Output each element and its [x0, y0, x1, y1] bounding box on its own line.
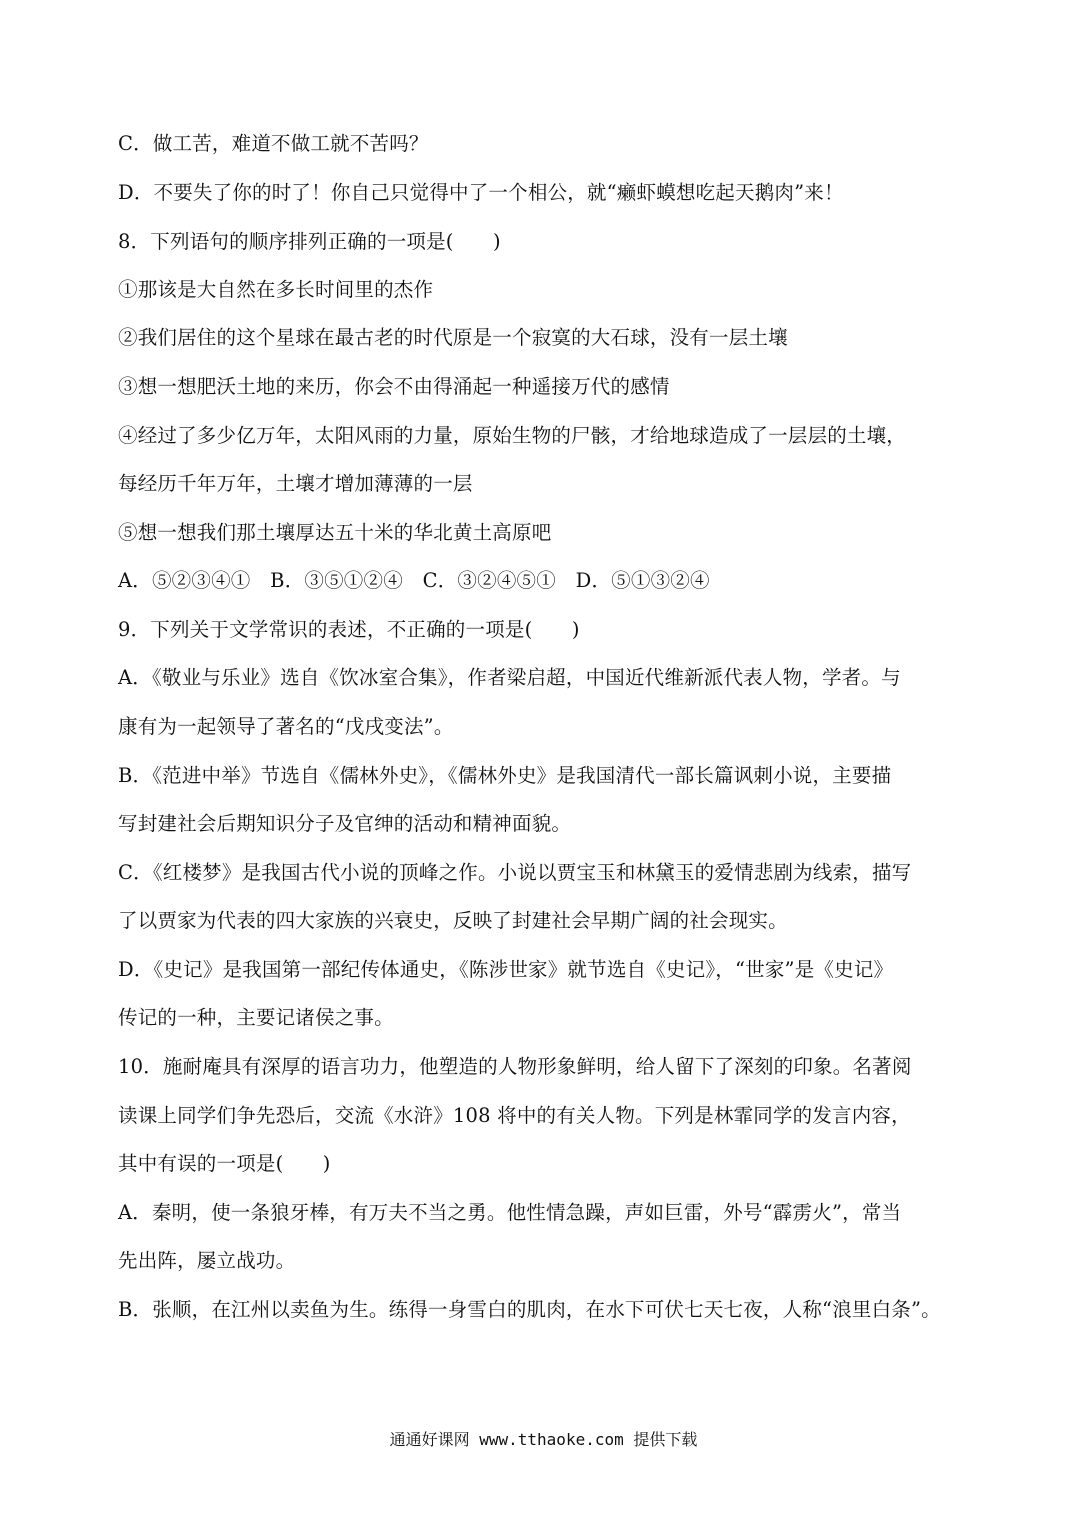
sentence-2: ②我们居住的这个星球在最古老的时代原是一个寂寞的大石球，没有一层土壤 — [118, 326, 788, 349]
sentence-4-cont: 每经历千年万年，土壤才增加薄薄的一层 — [118, 472, 473, 495]
option-b-q9: B．《范进中举》节选自《儒林外史》，《儒林外史》是我国清代一部长篇讽刺小说，主要描 — [118, 764, 892, 787]
question-9: 9．下列关于文学常识的表述，不正确的一项是( ) — [118, 618, 580, 641]
options-q8: A．⑤②③④① B．③⑤①②④ C．③②④⑤① D．⑤①③②④ — [118, 569, 710, 592]
option-a-q10-cont: 先出阵，屡立战功。 — [118, 1249, 296, 1272]
sentence-1: ①那该是大自然在多长时间里的杰作 — [118, 278, 434, 301]
option-d-q9-cont: 传记的一种，主要记诸侯之事。 — [118, 1006, 394, 1029]
option-c-q9-cont: 了以贾家为代表的四大家族的兴衰史，反映了封建社会早期广阔的社会现实。 — [118, 909, 788, 932]
option-a-q9: A．《敬业与乐业》选自《饮冰室合集》，作者梁启超，中国近代维新派代表人物，学者。与 — [118, 666, 901, 689]
option-c-q9: C．《红楼梦》是我国古代小说的顶峰之作。小说以贾宝玉和林黛玉的爱情悲剧为线索，描写 — [118, 861, 912, 884]
question-10: 10．施耐庵具有深厚的语言功力，他塑造的人物形象鲜明，给人留下了深刻的印象。名著阅 — [118, 1055, 912, 1078]
question-10-cont-2: 其中有误的一项是( ) — [118, 1152, 331, 1175]
sentence-5: ⑤想一想我们那土壤厚达五十米的华北黄土高原吧 — [118, 521, 552, 544]
option-a-q10: A．秦明，使一条狼牙棒，有万夫不当之勇。他性情急躁，声如巨雷，外号“霹雳火”，常当 — [118, 1201, 902, 1224]
option-b-q10: B．张顺，在江州以卖鱼为生。练得一身雪白的肌肉，在水下可伏七天七夜，人称“浪里白条”。 — [118, 1298, 941, 1321]
question-10-cont: 读课上同学们争先恐后，交流《水浒》108 将中的有关人物。下列是林霏同学的发言内容， — [118, 1104, 911, 1127]
option-d-q7: D．不要失了你的时了！你自己只觉得中了一个相公，就“癞虾蟆想吃起天鹅肉”来！ — [118, 181, 844, 204]
page-footer: 通通好课网 www.tthaoke.com 提供下载 — [389, 1430, 698, 1449]
question-8: 8．下列语句的顺序排列正确的一项是( ) — [118, 230, 501, 253]
option-d-q9: D．《史记》是我国第一部纪传体通史，《陈涉世家》就节选自《史记》，“世家”是《史记》 — [118, 958, 894, 981]
option-c-q7: C．做工苦，难道不做工就不苦吗？ — [118, 132, 429, 155]
sentence-4: ④经过了多少亿万年，太阳风雨的力量，原始生物的尸骸，才给地球造成了一层层的土壤， — [118, 424, 907, 447]
option-a-q9-cont: 康有为一起领导了著名的“戊戌变法”。 — [118, 715, 454, 738]
option-b-q9-cont: 写封建社会后期知识分子及官绅的活动和精神面貌。 — [118, 812, 572, 835]
sentence-3: ③想一想肥沃土地的来历，你会不由得涌起一种遥接万代的感情 — [118, 375, 670, 398]
